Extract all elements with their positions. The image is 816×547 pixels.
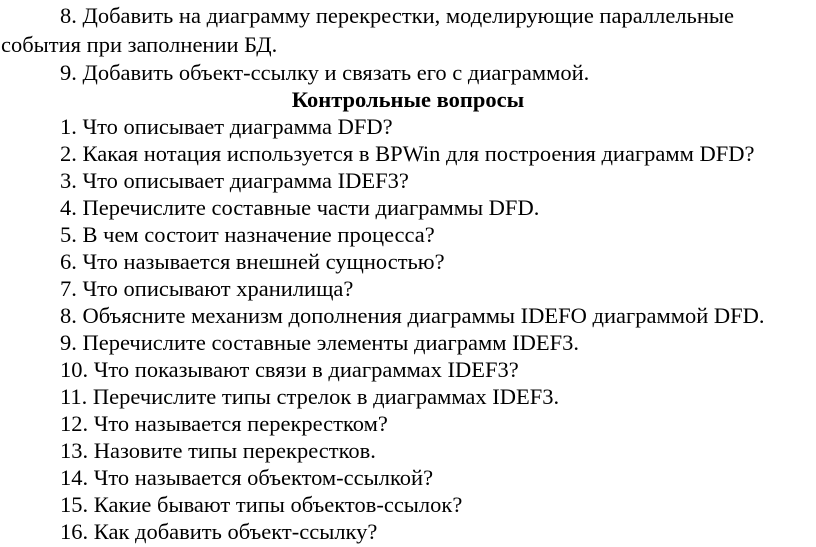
task-item-9: 9. Добавить объект-ссылку и связать его с диаграммой.	[60, 60, 590, 85]
question-16: 16. Как добавить объект-ссылку?	[60, 519, 378, 544]
question-7: 7. Что описывают хранилища?	[60, 276, 354, 301]
question-10: 10. Что показывают связи в диаграммах IDEF3?	[60, 357, 519, 382]
question-9: 9. Перечислите составные элементы диаграмм IDEF3.	[60, 330, 579, 355]
question-8: 8. Объясните механизм дополнения диаграммы IDEFO диаграммой DFD.	[60, 303, 765, 328]
question-12: 12. Что называется перекрестком?	[60, 411, 388, 436]
question-14: 14. Что называется объектом-ссылкой?	[60, 465, 434, 490]
question-2: 2. Какая нотация используется в BPWin для построения диаграмм DFD?	[60, 141, 755, 166]
question-15: 15. Какие бывают типы объектов-ссылок?	[60, 492, 463, 517]
question-4: 4. Перечислите составные части диаграммы DFD.	[60, 195, 540, 220]
question-6: 6. Что называется внешней сущностью?	[60, 249, 445, 274]
question-1: 1. Что описывает диаграмма DFD?	[60, 114, 393, 139]
task-item-8-line-1: 8. Добавить на диаграмму перекрестки, моделирующие параллельные	[60, 3, 734, 28]
question-3: 3. Что описывает диаграмма IDEF3?	[60, 168, 409, 193]
section-heading: Контрольные вопросы	[291, 87, 525, 112]
question-11: 11. Перечислите типы стрелок в диаграммах IDEF3.	[60, 384, 560, 409]
question-13: 13. Назовите типы перекрестков.	[60, 438, 376, 463]
task-item-8-line-2: события при заполнении БД.	[1, 32, 278, 57]
question-5: 5. В чем состоит назначение процесса?	[60, 222, 435, 247]
